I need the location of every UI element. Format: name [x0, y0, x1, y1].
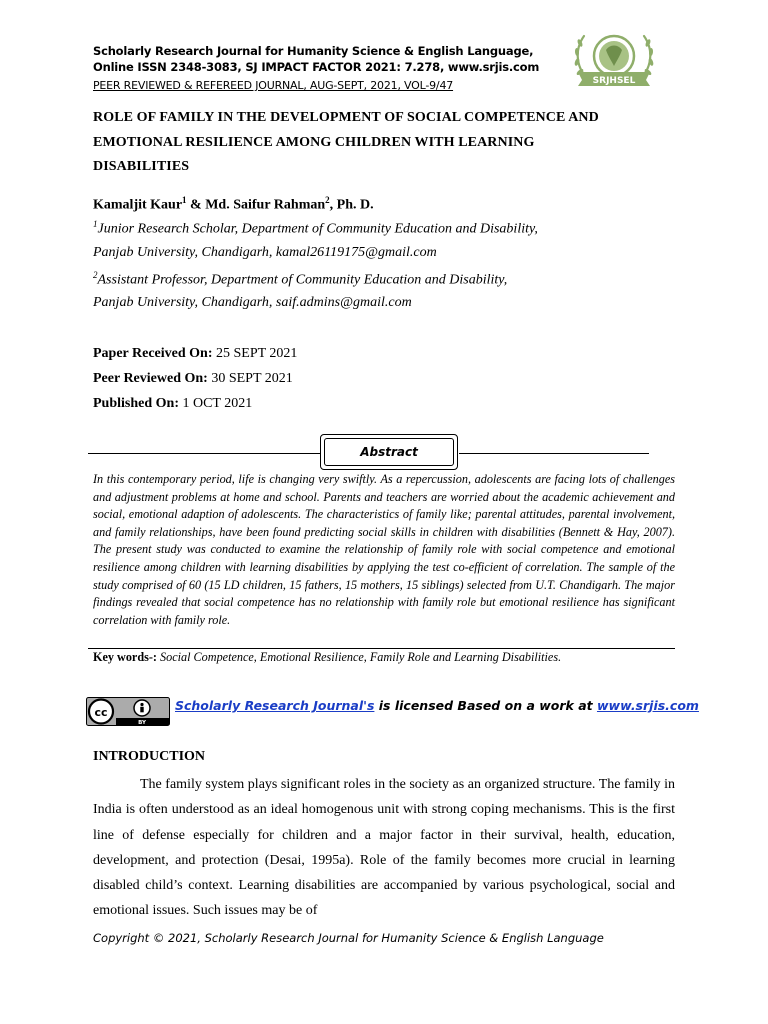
date-published-label: Published On:: [93, 396, 179, 411]
footer-copyright: Copyright © 2021, Scholarly Research Journal for Humanity Science & English Language: [93, 931, 604, 945]
date-reviewed: [93, 371, 293, 387]
cc-icon: cc: [94, 706, 108, 719]
author-2-sup: 2: [325, 195, 330, 205]
date-received-value: 25 SEPT 2021: [212, 346, 298, 361]
site-link[interactable]: www.srjis.com: [596, 698, 699, 713]
abstract-bottom-rule: [88, 648, 675, 649]
affiliation-1-line-1: [93, 219, 538, 238]
author-2: Md. Saifur Rahman: [205, 197, 326, 213]
journal-issn: Online ISSN 2348-3083, SJ IMPACT FACTOR 2021: 7.278, www.srjis.com: [93, 60, 540, 74]
author-1: Kamaljit Kaur: [93, 197, 183, 213]
logo-text: SRJHSEL: [592, 76, 636, 86]
abstract-heading: Abstract: [324, 438, 454, 466]
journal-name: Scholarly Research Journal for Humanity Science & English Language,: [93, 44, 534, 58]
abstract-heading-box: [320, 434, 458, 470]
date-reviewed-value: 30 SEPT 2021: [207, 371, 293, 386]
license-middle-text: is licensed Based on a work at: [374, 698, 597, 713]
by-label: BY: [138, 720, 146, 726]
author-suffix: , Ph. D.: [329, 197, 374, 213]
date-published-value: 1 OCT 2021: [178, 396, 253, 411]
affiliation-1-sup: 1: [93, 219, 98, 229]
affiliation-2-sup: 2: [93, 270, 98, 280]
abstract-text: In this contemporary period, life is changing very swiftly. As a repercussion, adolescents are facing lots of challenges and adjustment problems at home and school. Parents and teachers are worried about the academic achievement and social, emotional adaption of adolescents. The characteristics of family like; parental attitudes, parental involvement, and family relationships, have been found predicting social skills in children with disabilities (Bennett & Hay, 2007). The present study was conducted to examine the relationship of family role with social competence and emotional resilience among children with learning disabilities by applying the test co-efficient of correlation. The sample of the study comprised of 60 (15 LD children, 15 fathers, 15 mothers, 15 siblings) selected from U.T. Chandigarh. The major findings revealed that social competence has no relationship with family role but emotional resilience has significant correlation with family role.: [93, 472, 675, 627]
paper-title-line-2: EMOTIONAL RESILIENCE AMONG CHILDREN WITH LEARNING: [93, 135, 535, 150]
keywords: [93, 650, 561, 665]
introduction-body: [93, 772, 675, 924]
introduction-paragraph: The family system plays significant roles in the society as an organized structure. The family in India is often understood as an ideal homogenous unit with strong coping mechanisms. This is the first line of defense especially for children and a major factor in their survival, health, education, development, and protection (Desai, 1995a). Role of the family becomes more crucial in learning disabled child’s context. Learning disabilities are accompanied by various psychological, social and emotional issues. Such issues may be of: [93, 777, 675, 919]
affiliation-2-line-2: Panjab University, Chandigarh, saif.admins@gmail.com: [93, 295, 412, 310]
paper-title-line-3: DISABILITIES: [93, 159, 190, 174]
journal-logo: [570, 28, 658, 90]
abstract-rule-right: [459, 453, 649, 454]
affiliation-2-line-1: [93, 270, 507, 289]
paper-title-line-1: ROLE OF FAMILY IN THE DEVELOPMENT OF SOCIAL COMPETENCE AND: [93, 110, 599, 125]
author-1-sup: 1: [182, 195, 187, 205]
license-statement: [175, 698, 699, 713]
keywords-text: Social Competence, Emotional Resilience, Family Role and Learning Disabilities.: [156, 650, 562, 664]
by-person-icon: [140, 703, 143, 706]
journal-volume: PEER REVIEWED & REFEREED JOURNAL, AUG-SEPT, 2021, VOL-9/47: [93, 79, 454, 92]
journal-link[interactable]: Scholarly Research Journal's: [175, 698, 375, 713]
affiliation-1-text: Junior Research Scholar, Department of Community Education and Disability,: [97, 221, 538, 237]
date-published: [93, 396, 252, 412]
affiliation-1-line-2: Panjab University, Chandigarh, kamal26119175@gmail.com: [93, 245, 437, 260]
date-reviewed-label: Peer Reviewed On:: [93, 371, 208, 386]
abstract-rule-left: [88, 453, 320, 454]
date-received: [93, 346, 297, 362]
author-separator: &: [186, 197, 206, 213]
introduction-heading: INTRODUCTION: [93, 749, 206, 764]
cc-by-badge[interactable]: [86, 697, 170, 726]
affiliation-2-text: Assistant Professor, Department of Community Education and Disability,: [97, 272, 508, 288]
keywords-label: Key words-:: [93, 650, 157, 664]
date-received-label: Paper Received On:: [93, 346, 213, 361]
author-line: [93, 195, 374, 214]
